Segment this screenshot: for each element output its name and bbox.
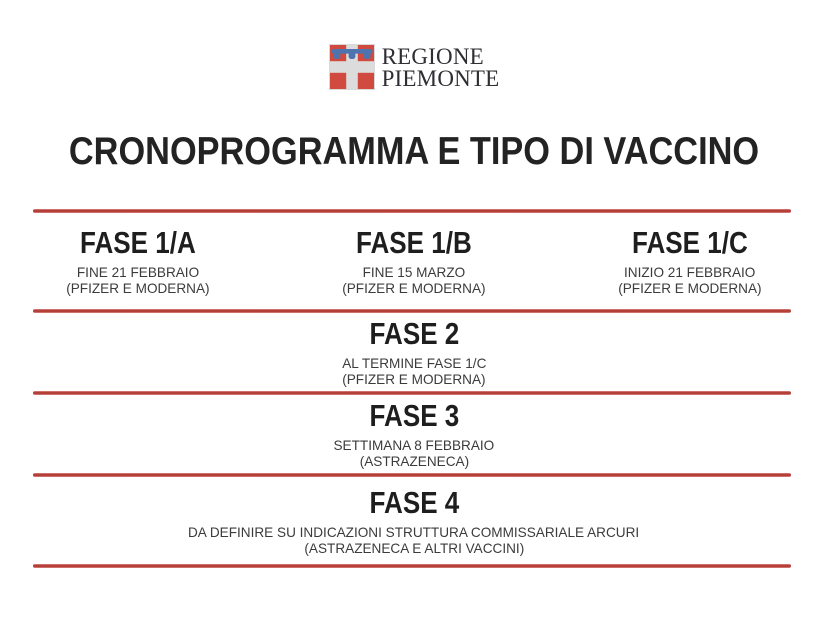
phase-timing: FINE 21 FEBBRAIO (76, 264, 200, 280)
phase-name: FASE 1/C (632, 225, 748, 260)
regione-piemonte-logo (0, 44, 828, 90)
phase-vaccines: (PFIZER E MODERNA) (342, 280, 486, 296)
phase-3-block (0, 395, 828, 473)
phase-name: FASE 2 (369, 316, 459, 351)
phase-2-block (0, 313, 828, 391)
logo-region-line2: PIEMONTE (381, 66, 500, 91)
phase-vaccines: (ASTRAZENECA) (359, 453, 469, 469)
phase-vaccines: (PFIZER E MODERNA) (66, 280, 210, 296)
phase-1c-block (552, 213, 828, 309)
phase-vaccines: (ASTRAZENECA E ALTRI VACCINI) (304, 539, 524, 556)
phase-timing: SETTIMANA 8 FEBBRAIO (333, 437, 495, 453)
phase-1a-block (0, 213, 276, 309)
phase-name: FASE 1/B (356, 225, 472, 260)
phase-name: FASE 4 (369, 484, 459, 520)
phase-timing: DA DEFINIRE SU INDICAZIONI STRUTTURA COMMISSARIALE ARCURI (188, 523, 640, 540)
divider-line-5 (33, 564, 791, 568)
phase-1-row (0, 213, 828, 309)
logo-text (382, 44, 500, 90)
logo-region-line1: REGIONE (381, 44, 484, 69)
phase-1b-block (276, 213, 552, 309)
phase-4-block (0, 477, 828, 564)
phase-timing: FINE 15 MARZO (362, 264, 466, 280)
page-title: CRONOPROGRAMMA E TIPO DI VACCINO (68, 130, 760, 173)
phase-name: FASE 1/A (80, 225, 196, 260)
phase-timing: AL TERMINE FASE 1/C (341, 355, 487, 371)
phase-vaccines: (PFIZER E MODERNA) (342, 371, 486, 387)
phase-timing: INIZIO 21 FEBBRAIO (624, 264, 756, 280)
phase-name: FASE 3 (369, 398, 459, 433)
phase-vaccines: (PFIZER E MODERNA) (618, 280, 762, 296)
piemonte-crest-icon (329, 44, 375, 90)
